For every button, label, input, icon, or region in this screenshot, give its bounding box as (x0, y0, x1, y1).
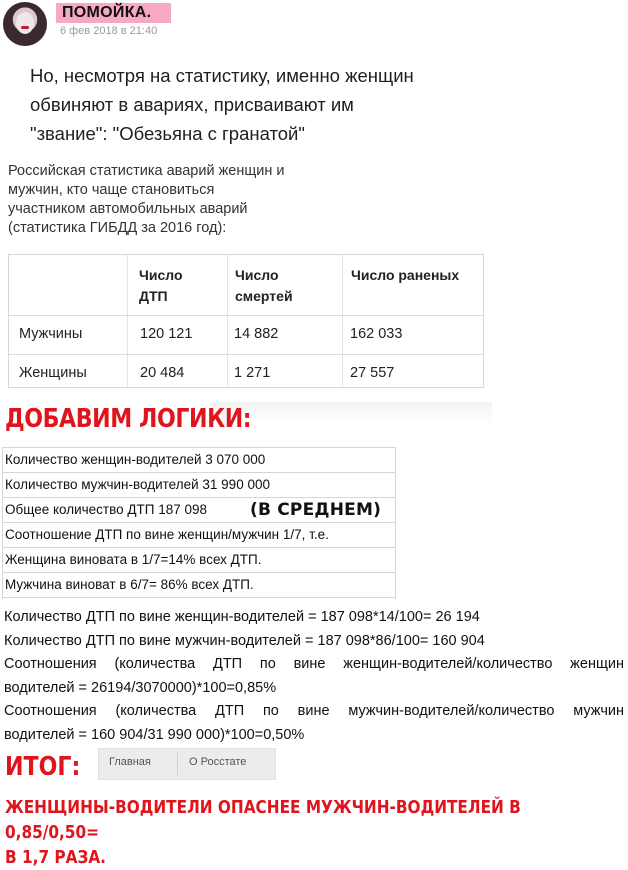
intro-line: (статистика ГИБДД за 2016 год): (8, 220, 227, 236)
intro-line: мужчин, кто чаще становиться (8, 182, 215, 198)
conclusion-line: ЖЕНЩИНЫ-ВОДИТЕЛИ ОПАСНЕЕ МУЖЧИН-ВОДИТЕЛЕЙ В 0,85/0,50= (5, 797, 521, 843)
conclusion (5, 795, 600, 870)
logic-row: Общее количество ДТП 187 098 (2, 498, 396, 523)
table-cell: Женщины (19, 365, 87, 381)
nav-fragment (98, 748, 276, 780)
author-name[interactable]: ПОМОЙКА. (56, 3, 171, 23)
table-cell: 120 121 (140, 326, 193, 342)
stats-intro (8, 162, 348, 238)
logic-row: Количество женщин-водителей 3 070 000 (2, 447, 396, 473)
nav-separator (177, 753, 178, 775)
calc-line: водителей = 160 904/31 990 000)*100=0,50% (4, 726, 305, 743)
table-divider (227, 255, 228, 387)
table-cell: 1 271 (234, 365, 271, 381)
header-deaths (235, 265, 293, 307)
result-heading: ИТОГ: (5, 752, 81, 782)
stats-table (8, 254, 484, 388)
table-divider (127, 255, 128, 387)
table-cell: 20 484 (140, 365, 185, 381)
average-note: (В СРЕДНЕМ) (250, 500, 382, 520)
nav-home-link[interactable]: Главная (109, 756, 151, 768)
avatar-lips (21, 26, 29, 29)
header-accidents (139, 265, 183, 307)
header-injured (351, 265, 459, 286)
table-divider (9, 315, 483, 316)
calc-line: Соотношения (количества ДТП по вине мужчин-водителей/количество мужчин (4, 703, 624, 719)
avatar-face (16, 12, 34, 34)
calc-line: водителей = 26194/3070000)*100=0,85% (4, 679, 277, 696)
logic-row: Мужчина виноват в 6/7= 86% всех ДТП. (2, 573, 396, 598)
table-divider (342, 255, 343, 387)
logic-row: Женщина виновата в 1/7=14% всех ДТП. (2, 548, 396, 573)
table-divider (9, 354, 483, 355)
header-line: смертей (235, 288, 293, 304)
quote-text (30, 61, 470, 148)
calc-line: Соотношения (количества ДТП по вине женщин-водителей/количество женщин (4, 656, 624, 672)
nav-about-link[interactable]: О Росстате (189, 756, 247, 768)
conclusion-line: В 1,7 РАЗА. (5, 847, 107, 868)
intro-line: участником автомобильных аварий (8, 201, 248, 217)
table-cell: Мужчины (19, 326, 83, 342)
quote-line: "звание": "Обезьяна с гранатой" (30, 123, 305, 144)
quote-line: обвиняют в авариях, присваивают им (30, 94, 354, 115)
logic-row: Количество мужчин-водителей 31 990 000 (2, 473, 396, 498)
decorative-strip (212, 402, 492, 424)
post-date: 6 фев 2018 в 21:40 (60, 25, 158, 37)
calculation-block (4, 606, 624, 747)
calc-line: Количество ДТП по вине мужчин-водителей = 187 098*86/100= 160 904 (4, 632, 485, 649)
table-cell: 162 033 (350, 326, 403, 342)
header-line: Число (139, 267, 183, 283)
header-line: Число раненых (351, 267, 460, 283)
logic-heading: ДОБАВИМ ЛОГИКИ: (5, 404, 252, 434)
table-cell: 14 882 (234, 326, 279, 342)
table-cell: 27 557 (350, 365, 395, 381)
quote-line: Но, несмотря на статистику, именно женщин (30, 65, 414, 86)
header-line: ДТП (139, 288, 168, 304)
intro-line: Российская статистика аварий женщин и (8, 163, 285, 179)
logic-table (2, 447, 396, 598)
calc-line: Количество ДТП по вине женщин-водителей = 187 098*14/100= 26 194 (4, 609, 480, 625)
header-line: Число (235, 267, 279, 283)
avatar[interactable] (3, 2, 47, 46)
logic-row: Соотношение ДТП по вине женщин/мужчин 1/7, т.е. (2, 523, 396, 548)
